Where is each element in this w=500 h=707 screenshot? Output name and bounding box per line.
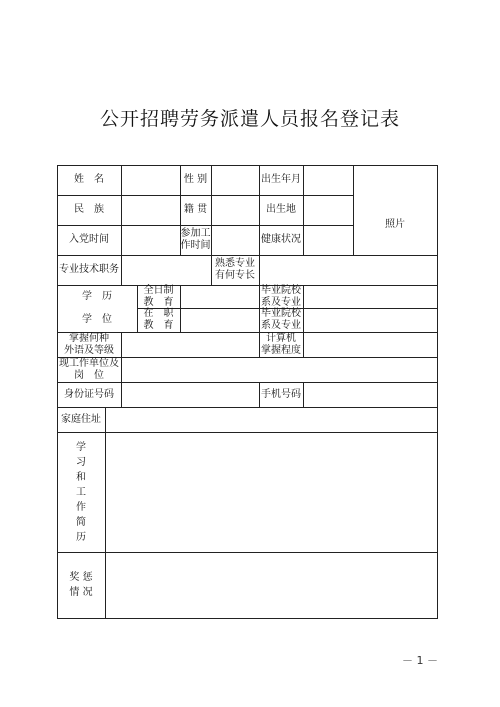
onjob-education-label [137, 308, 180, 332]
school-1-line-2: 系及专业 [261, 296, 301, 308]
party-join-date-label: 入党时间 [69, 234, 109, 245]
awards-line-2: 情 况 [69, 587, 93, 598]
resume-char: 工 [76, 486, 86, 498]
birth-date-label: 出生年月 [261, 174, 301, 185]
employer-line-1: 现工作单位及 [59, 357, 119, 369]
tech-title-label: 专业技术职务 [59, 264, 119, 275]
language-line-1: 掌握何种 [69, 332, 109, 344]
onjob-line-2: 教 育 [143, 320, 174, 331]
resume-char: 学 [76, 441, 86, 453]
employer-line-2: 岗 位 [74, 369, 104, 381]
form-title: 公开招聘劳务派遣人员报名登记表 [99, 108, 400, 130]
school-major-label-2 [259, 308, 303, 332]
onjob-line-1: 在 职 [143, 308, 174, 319]
table-border-bottom [57, 618, 438, 619]
current-employer-label [57, 357, 121, 382]
party-join-date-field[interactable] [122, 226, 180, 255]
ethnicity-field[interactable] [122, 196, 180, 225]
computer-skill-field[interactable] [304, 333, 437, 357]
onjob-education-field[interactable] [181, 309, 259, 332]
school-major-label-1 [259, 285, 303, 308]
home-address-field[interactable] [106, 408, 437, 432]
resume-char: 历 [76, 531, 86, 543]
awards-penalties-label [57, 552, 105, 618]
fulltime-line-1: 全日制 [143, 284, 174, 296]
fulltime-line-2: 教 育 [143, 296, 174, 308]
birth-date-field[interactable] [304, 166, 353, 195]
resume-label [57, 432, 105, 552]
resume-char: 简 [76, 516, 86, 528]
resume-char: 作 [76, 501, 86, 513]
native-place-field[interactable] [212, 196, 259, 225]
birthplace-label: 出生地 [266, 204, 296, 215]
work-start-date-field[interactable] [212, 226, 259, 255]
degree-label: 学 位 [82, 314, 112, 325]
specialty-line-1: 熟悉专业 [215, 258, 255, 269]
work-start-line-2: 作时间 [180, 240, 211, 251]
table-border-right [437, 165, 438, 619]
resume-field[interactable] [106, 433, 437, 552]
school-1-line-1: 毕业院校 [261, 284, 301, 296]
gender-label: 性 别 [183, 174, 208, 185]
specialty-field[interactable] [260, 256, 353, 285]
awards-penalties-field[interactable] [106, 553, 437, 618]
foreign-language-label [57, 332, 121, 357]
tech-title-field[interactable] [122, 256, 211, 285]
fulltime-education-field[interactable] [181, 286, 259, 308]
name-label: 姓 名 [74, 174, 104, 185]
work-start-date-label [180, 225, 211, 255]
home-address-label: 家庭住址 [61, 413, 101, 425]
page-number: － 1 － [402, 654, 438, 667]
health-status-label: 健康状况 [261, 234, 301, 245]
phone-label: 手机号码 [261, 388, 301, 400]
computer-skill-label [259, 332, 303, 357]
name-field[interactable] [122, 166, 180, 195]
phone-field[interactable] [304, 383, 437, 407]
school-2-line-2: 系及专业 [261, 320, 301, 331]
computer-line-2: 掌握程度 [261, 344, 301, 356]
foreign-language-field[interactable] [122, 333, 259, 357]
photo-box[interactable] [354, 166, 437, 285]
specialty-label [211, 255, 259, 285]
ethnicity-label: 民 族 [74, 204, 104, 215]
gender-field[interactable] [212, 166, 259, 195]
awards-line-1: 奖 惩 [69, 572, 93, 583]
school-2-line-1: 毕业院校 [261, 308, 301, 319]
health-status-field[interactable] [304, 226, 353, 255]
id-number-field[interactable] [122, 383, 259, 407]
birthplace-field[interactable] [304, 196, 353, 225]
fulltime-school-field[interactable] [304, 286, 437, 308]
work-start-line-1: 参加工 [180, 228, 211, 239]
fulltime-education-label [137, 285, 180, 308]
education-label: 学 历 [82, 290, 112, 302]
photo-label: 照片 [385, 219, 405, 230]
onjob-school-field[interactable] [304, 309, 437, 332]
id-number-label: 身份证号码 [64, 388, 114, 400]
resume-char: 习 [76, 456, 86, 468]
language-line-2: 外语及等级 [64, 344, 114, 356]
native-place-label: 籍 贯 [183, 204, 208, 215]
computer-line-1: 计算机 [266, 332, 296, 344]
current-employer-field[interactable] [122, 358, 437, 382]
specialty-line-2: 有何专长 [215, 270, 255, 281]
resume-char: 和 [76, 471, 86, 483]
